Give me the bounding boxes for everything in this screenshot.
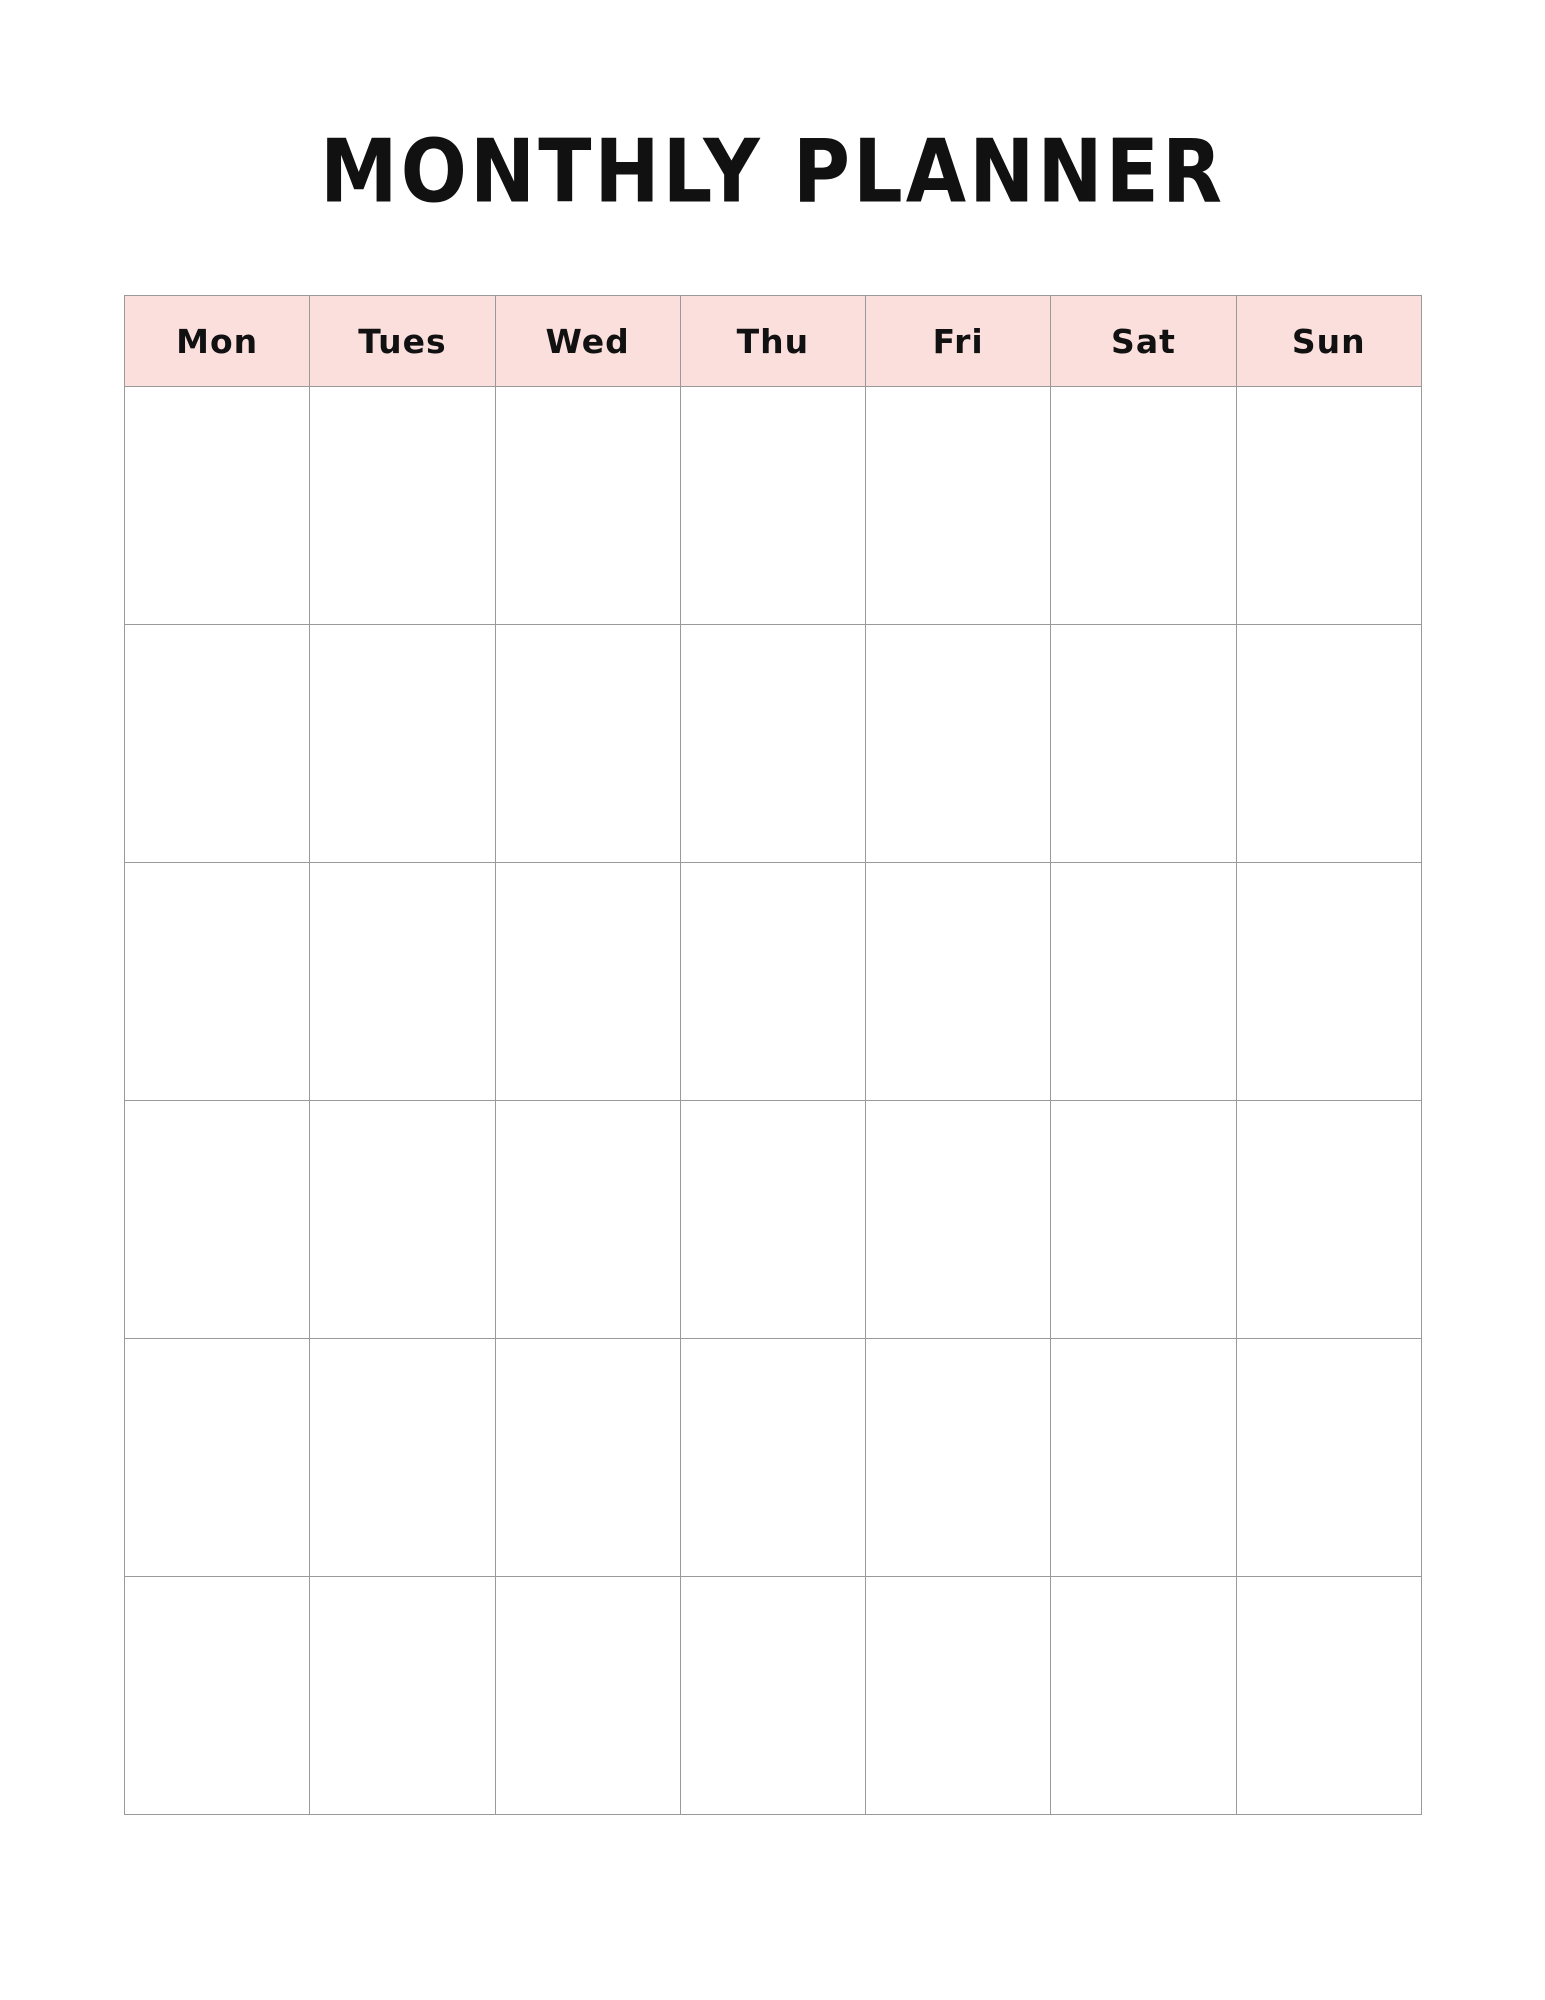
day-cell[interactable] bbox=[1051, 625, 1236, 863]
week-row bbox=[125, 1101, 1422, 1339]
week-row bbox=[125, 863, 1422, 1101]
day-cell[interactable] bbox=[125, 625, 310, 863]
day-cell[interactable] bbox=[866, 387, 1051, 625]
day-cell[interactable] bbox=[1051, 387, 1236, 625]
day-cell[interactable] bbox=[1236, 387, 1421, 625]
day-cell[interactable] bbox=[495, 625, 680, 863]
day-cell[interactable] bbox=[866, 625, 1051, 863]
day-header-thu: Thu bbox=[680, 296, 865, 387]
day-cell[interactable] bbox=[495, 387, 680, 625]
day-cell[interactable] bbox=[125, 1101, 310, 1339]
day-cell[interactable] bbox=[310, 1101, 495, 1339]
day-cell[interactable] bbox=[680, 387, 865, 625]
page-title: MONTHLY PLANNER bbox=[319, 122, 1226, 223]
day-cell[interactable] bbox=[680, 1577, 865, 1815]
day-cell[interactable] bbox=[125, 863, 310, 1101]
day-cell[interactable] bbox=[1051, 1577, 1236, 1815]
day-cell[interactable] bbox=[495, 1101, 680, 1339]
day-cell[interactable] bbox=[310, 863, 495, 1101]
week-row bbox=[125, 1577, 1422, 1815]
day-cell[interactable] bbox=[1236, 1339, 1421, 1577]
calendar-table bbox=[124, 295, 1422, 1815]
day-cell[interactable] bbox=[310, 387, 495, 625]
day-cell[interactable] bbox=[125, 387, 310, 625]
day-header-fri: Fri bbox=[866, 296, 1051, 387]
day-cell[interactable] bbox=[866, 1577, 1051, 1815]
day-cell[interactable] bbox=[680, 863, 865, 1101]
day-cell[interactable] bbox=[495, 863, 680, 1101]
day-cell[interactable] bbox=[866, 1101, 1051, 1339]
day-header-sat: Sat bbox=[1051, 296, 1236, 387]
day-cell[interactable] bbox=[680, 1339, 865, 1577]
day-cell[interactable] bbox=[866, 1339, 1051, 1577]
day-header-sun: Sun bbox=[1236, 296, 1421, 387]
day-cell[interactable] bbox=[1236, 1577, 1421, 1815]
day-cell[interactable] bbox=[1051, 1101, 1236, 1339]
week-row bbox=[125, 625, 1422, 863]
day-cell[interactable] bbox=[680, 625, 865, 863]
day-cell[interactable] bbox=[1236, 863, 1421, 1101]
day-cell[interactable] bbox=[310, 1577, 495, 1815]
week-row bbox=[125, 1339, 1422, 1577]
calendar-header-row bbox=[125, 296, 1422, 387]
day-cell[interactable] bbox=[1236, 625, 1421, 863]
day-cell[interactable] bbox=[1236, 1101, 1421, 1339]
day-header-mon: Mon bbox=[125, 296, 310, 387]
day-cell[interactable] bbox=[680, 1101, 865, 1339]
day-header-wed: Wed bbox=[495, 296, 680, 387]
week-row bbox=[125, 387, 1422, 625]
day-cell[interactable] bbox=[495, 1339, 680, 1577]
day-cell[interactable] bbox=[310, 1339, 495, 1577]
day-cell[interactable] bbox=[310, 625, 495, 863]
day-cell[interactable] bbox=[1051, 1339, 1236, 1577]
day-cell[interactable] bbox=[125, 1577, 310, 1815]
day-cell[interactable] bbox=[1051, 863, 1236, 1101]
day-header-tues: Tues bbox=[310, 296, 495, 387]
calendar-grid bbox=[124, 295, 1421, 1815]
day-cell[interactable] bbox=[495, 1577, 680, 1815]
day-cell[interactable] bbox=[866, 863, 1051, 1101]
day-cell[interactable] bbox=[125, 1339, 310, 1577]
calendar-body bbox=[125, 387, 1422, 1815]
